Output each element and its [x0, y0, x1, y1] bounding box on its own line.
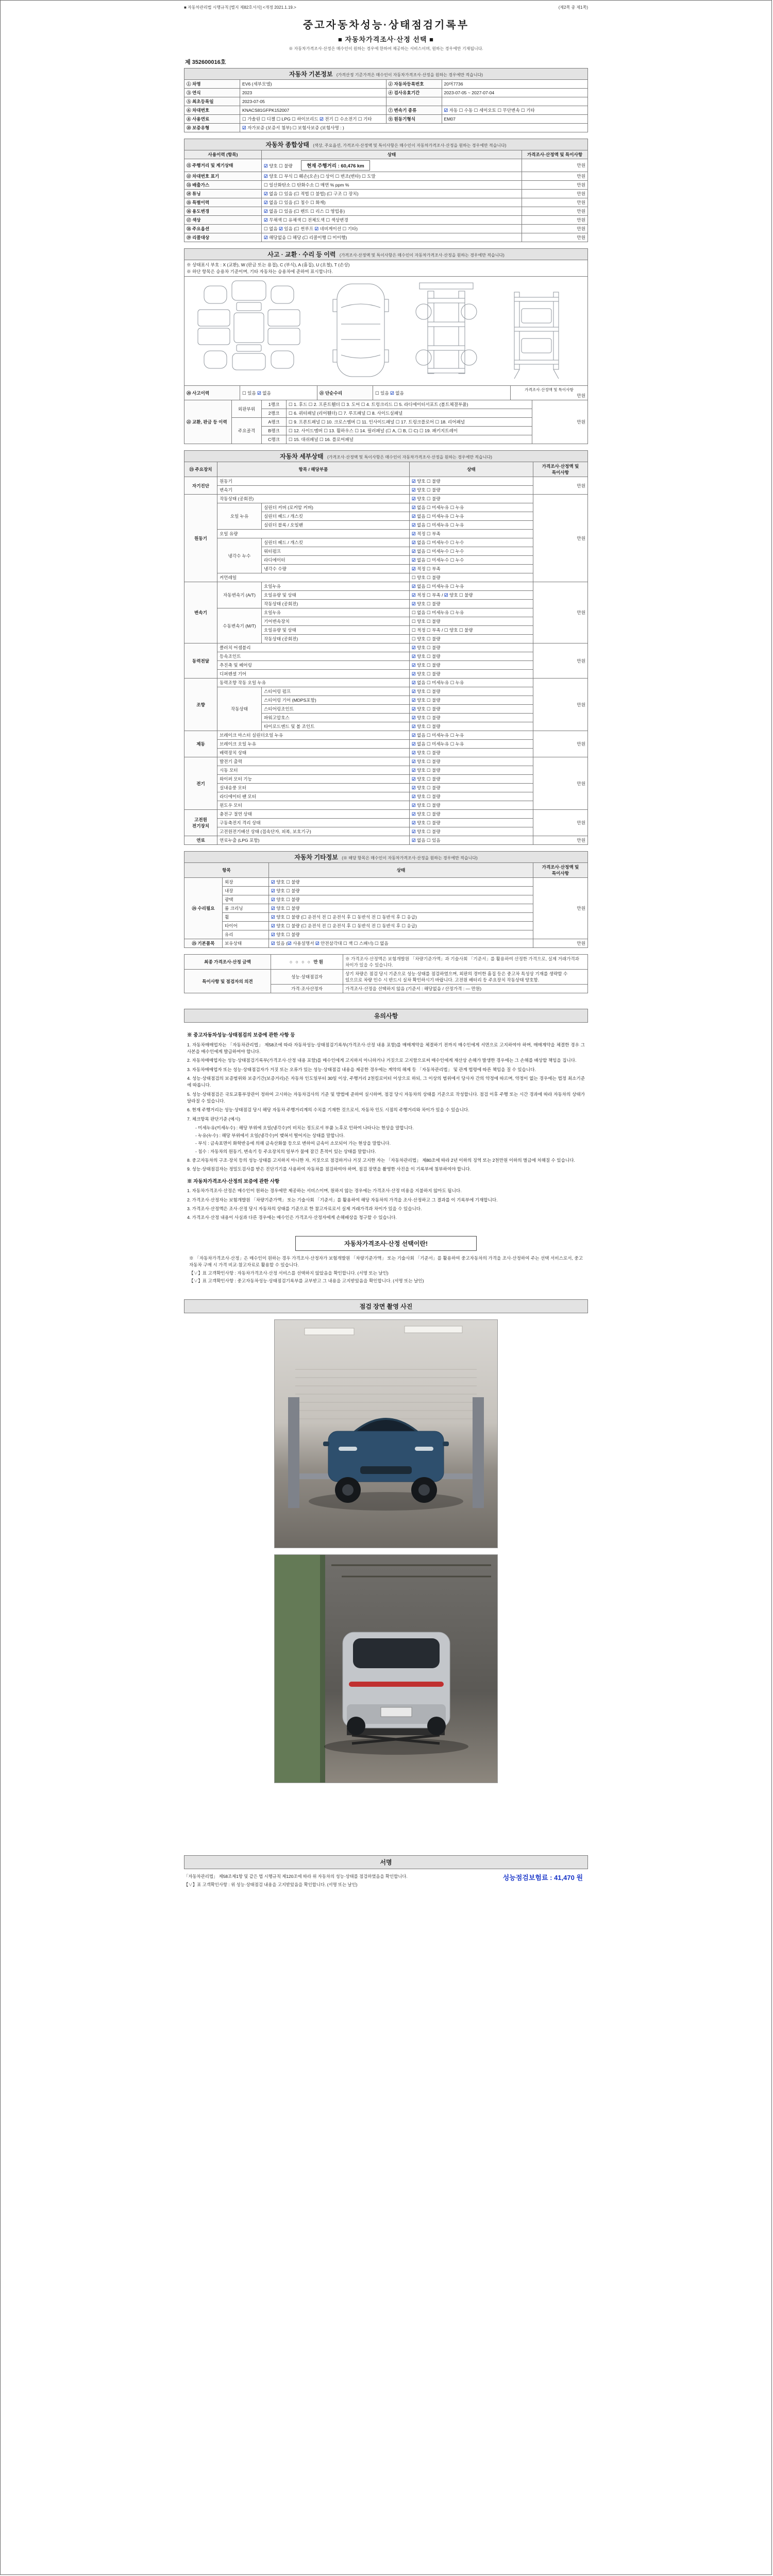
section-subtitle: (가격조사·산정액 및 특이사항은 매수인이 자동차가격조사·산정을 원하는 경우에만 적습니다) — [327, 455, 492, 460]
item-label: 실린더 헤드 / 개스킷 — [262, 538, 410, 547]
device-group-label: 연료 — [184, 836, 217, 845]
device-group-label: 고전원 전기장치 — [184, 810, 217, 836]
inspector-label: 성능·상태점검자 — [271, 970, 343, 985]
item-label: 원동기 — [217, 477, 410, 486]
state-options: ☑ 양호 ☐ 불량 — [409, 801, 533, 810]
field-value-vin: KNACS81GFPK152007 — [240, 106, 386, 115]
rank-label: 2랭크 — [262, 409, 287, 418]
section-title: 사고 · 교환 · 수리 등 이력 — [267, 251, 336, 258]
item-label: 오일 유량 — [217, 530, 410, 538]
legend-line-codes: ※ 상태표시 부호 : X (교환), W (판금 또는 용접), C (부식), A (흠집), U (요철), T (손상) — [187, 262, 350, 267]
column-header: 가격조사·산정액 및 특이사항 — [533, 863, 587, 878]
signature-confirm-line: 【∨】표 고객확인사항 : 위 성능·상태점검 내용을 고지받았음을 확인합니다. (서명 또는 날인) — [184, 1882, 358, 1887]
item-label: 등속조인트 — [217, 652, 410, 661]
column-header: 가격조사·산정액 및 특이사항 — [522, 150, 588, 159]
state-options: ☑ 없음 ☐ 미세누수 ☐ 누수 — [409, 547, 533, 556]
car-diagram-cell — [184, 277, 588, 386]
field-label: ⑩ 보증유형 — [184, 124, 240, 132]
price-cell: 만원 — [522, 225, 588, 233]
price-cell: 만원 — [533, 757, 587, 810]
price-cell: 만원 — [522, 198, 588, 207]
field-value-valid-period: 2023-07-05 ~ 2027-07-04 — [442, 89, 588, 97]
item-label: 타이로드엔드 및 볼 조인트 — [262, 722, 410, 731]
notice-paragraph: 3. 가격조사·산정액은 조사·산정 당시 자동차의 상태를 기준으로 한 참고자료로서 실제 거래가격과 차이가 있을 수 있습니다. — [187, 1206, 422, 1212]
sub-group-label: 냉각수 누수 — [217, 538, 262, 573]
item-label: 오일누유 — [262, 608, 410, 617]
item-label: 배력장치 상태 — [217, 749, 410, 757]
notice-paragraph: 6. 현재 주행거리는 성능·상태점검 당시 해당 자동차 주행거리계의 수치를 기재한 것으로서, 자동차 인도 시점의 주행거리와 차이가 있을 수 있습니다. — [187, 1107, 469, 1113]
item-label: 변속기 — [217, 486, 410, 495]
field-label: ⑦ 변속기 종류 — [386, 106, 442, 115]
item-label: 워터펌프 — [262, 547, 410, 556]
item-label: 스티어링조인트 — [262, 705, 410, 714]
price-cell: 만원 — [533, 643, 587, 679]
price-survey-info-box — [184, 1236, 588, 1284]
column-header: ㉓ 주요장치 — [184, 462, 217, 477]
state-options: ☑ 양호 ☐ 불량 — [269, 930, 533, 939]
state-options: ☑ 양호 ☐ 불량 — [409, 643, 533, 652]
price-cell: 만원 — [533, 878, 587, 939]
car-diagram-top-view — [333, 284, 389, 377]
state-options: ☑ 양호 ☐ 불량 — [409, 600, 533, 608]
state-options: ☑ 양호 ☐ 불량 — [409, 661, 533, 670]
item-label: 실내송풍 모터 — [217, 784, 410, 792]
state-options: ☑ 적정 ☐ 부족 / ☑ 양호 ☐ 불량 — [409, 591, 533, 600]
notice-paragraph: 4. 가격조사·산정 내용이 사실과 다른 경우에는 매수인은 가격조사·산정자에게 손해배상을 청구할 수 있습니다. — [187, 1215, 397, 1221]
signature-section — [184, 1855, 588, 1889]
section-header-accident — [184, 249, 588, 260]
item-label: 구동축전지 격리 상태 — [217, 819, 410, 827]
state-options: ☐ 양호 ☐ 불량 — [409, 573, 533, 582]
state-options: ☑ 없음 ☐ 미세누수 ☐ 누수 — [409, 556, 533, 565]
item-label: 디퍼렌셜 기어 — [217, 670, 410, 679]
item-label: 추진축 및 베어링 — [217, 661, 410, 670]
state-options: ☑ 없음 ☐ 미세누수 ☐ 누수 — [409, 538, 533, 547]
row-label: ⑳ 사고이력 — [184, 386, 240, 400]
item-label: 스티어링 펌프 — [262, 687, 410, 696]
customer-confirm-line: 【∨】표 고객확인사항 : 중고자동차성능·상태점검기록부를 교부받고 그 내용을 고지받았음을 확인합니다. (서명 또는 날인) — [189, 1278, 424, 1284]
item-label: 작동상태 (공회전) — [262, 600, 410, 608]
notice-paragraph: 2. 가격조사·산정자는 보험개발원 「차량기준가액」 또는 기술사회 「기준서」를 활용하여 해당 자동차의 가격을 조사·산정하고 그 결과를 이 기록부에 기재합니다. — [187, 1197, 498, 1202]
item-label: 보유상태 — [223, 939, 269, 948]
state-options: ☑ 양호 ☐ 불량 — [409, 705, 533, 714]
price-cell: 만원 — [533, 939, 587, 948]
item-label: 발전기 출력 — [217, 757, 410, 766]
row-label: ⑰ 색상 — [184, 216, 262, 225]
appraiser-opinion-text: 가격조사·산정을 선택하지 않음 (기준서 : 해당없음 / 산정가격 : ― 만원) — [343, 985, 588, 993]
final-price-description: ※ 가격조사·산정액은 보험개발원 「차량기준가액」과 기술사회 「기준서」를 활용하여 산정한 가격으로, 실제 거래가격과 차이가 있을 수 있습니다. — [343, 955, 588, 970]
state-options: ☐ 양호 ☐ 불량 — [409, 635, 533, 643]
law-reference: ■ 자동차관리법 시행규칙 [별지 제82호서식] <개정 2021.1.19.> — [184, 5, 296, 10]
page-number-note: (제2쪽 중 제1쪽) — [558, 5, 588, 10]
legend-line-note: ※ 하단 항목은 승용차 기준이며, 기타 자동차는 승용차에 준하여 표시합니다. — [187, 269, 333, 274]
notice-bullet: - 누유(누수) : 해당 부위에서 오일(냉각수)이 맺혀서 떨어지는 상태를 말합니다. — [195, 1133, 345, 1139]
state-options: ☑ 양호 ☐ 불량 — [269, 904, 533, 913]
section-header-overall — [184, 139, 588, 150]
current-mileage-badge: 현재 주행거리 : 60,476 km — [301, 160, 370, 171]
item-label: 실린더 커버 (로커암 커버) — [262, 503, 410, 512]
price-cell: 만원 — [522, 159, 588, 172]
sub-group-label: 오일 누유 — [217, 503, 262, 530]
field-value-year: 2023 — [240, 89, 386, 97]
price-cell: 만원 — [533, 810, 587, 836]
price-cell: 만원 — [522, 216, 588, 225]
device-group-label: 전기 — [184, 757, 217, 810]
item-label: 오일유량 및 상태 — [262, 626, 410, 635]
inspection-insurance-fee: 성능점검보험료 : 41,470 원 — [502, 1874, 583, 1882]
row-label: ⑫ 차대번호 표기 — [184, 172, 262, 181]
state-options: ☑ 양호 ☐ 불량 — [269, 878, 533, 887]
state-options: ☑ 없음 ☐ 미세누유 ☐ 누유 — [409, 503, 533, 512]
state-options: ☑ 없음 ☐ 미세누유 ☐ 누유 — [409, 582, 533, 591]
notice-bullet: - 미세누유(미세누수) : 해당 부위에 오일(냉각수)이 비치는 정도로서 부품 노후로 인하여 나타나는 현상을 말합니다. — [195, 1125, 414, 1130]
notice-paragraph: 8. 중고자동차의 구조·장치 등의 성능·상태를 고지하지 아니한 자, 거짓으로 점검하거나 거짓 고지한 자는 「자동차관리법」 제80조에 따라 2년 이하의 징역 또는 2천만원 이하의 벌금에 처해질 수 있습니다. — [187, 1158, 575, 1163]
state-options: ☐ 적정 ☐ 부족 / ☐ 양호 ☐ 불량 — [409, 626, 533, 635]
item-label: 타이어 — [223, 922, 269, 930]
item-label: 작동상태 (공회전) — [217, 495, 410, 503]
signature-title-bar: 서명 — [184, 1855, 588, 1869]
item-label: 브레이크 오일 누유 — [217, 740, 410, 749]
item-label: 내장 — [223, 887, 269, 895]
row-label: ⑮ 특별이력 — [184, 198, 262, 207]
state-code-legend — [184, 260, 588, 277]
state-options: ☑ 양호 ☐ 불량 — [409, 477, 533, 486]
overall-status-table — [184, 139, 588, 242]
price-cell: 만원 — [577, 393, 585, 398]
state-options: ☑ 양호 ☐ 불량 — [409, 670, 533, 679]
fuel-options: ☐ 가솔린 ☐ 디젤 ☐ LPG ☐ 하이브리드 ☑ 전기 ☐ 수소전기 ☐ 기타 — [240, 115, 386, 124]
accident-header-table — [184, 248, 588, 386]
device-group-label: 동력전달 — [184, 643, 217, 679]
panel-exchange-table — [184, 400, 588, 444]
item-label: 실린더 블록 / 오일팬 — [262, 521, 410, 530]
final-price-label: 최종 가격조사·산정 금액 — [184, 955, 271, 970]
price-cell: 만원 — [522, 233, 588, 242]
accident-state-options: ☐ 있음 ☑ 없음 — [240, 386, 317, 400]
state-options: ☑ 적정 ☐ 부족 — [409, 565, 533, 573]
state-options: ☑ 적정 ☐ 부족 — [409, 530, 533, 538]
field-label: ⑧ 사용연료 — [184, 115, 240, 124]
notice-title-bar: 유의사항 — [184, 1009, 588, 1023]
notice-paragraph: 1. 자동차매매업자는 「자동차관리법」 제58조에 따라 자동차성능·상태점검기록부(가격조사·산정 내용 포함)를 매매계약을 체결하기 전까지 매수인에게 서면으로 고지하여야 하며, 매매계약을 체결한 경우 그 사본을 매수인에게 발급하여야 합니다. — [187, 1042, 585, 1055]
notice-paragraph: 1. 자동차가격조사·산정은 매수인이 원하는 경우에만 제공하는 서비스이며, 원하지 않는 경우에는 가격조사·산정 비용을 지불하지 않아도 됩니다. — [187, 1188, 462, 1194]
state-options: ☑ 양호 ☐ 불량 — [409, 766, 533, 775]
state-options: ☑ 양호 ☐ 불량 — [409, 810, 533, 819]
field-label: ④ 검사유효기간 — [386, 89, 442, 97]
item-label: 연료누출 (LPG 포함) — [217, 836, 410, 845]
detail-status-section — [184, 450, 588, 845]
accident-history-section — [184, 248, 588, 444]
notice-paragraph: 7. 체크항목 판단기준 (예시) — [187, 1116, 241, 1122]
price-survey-option-title: ■ 자동차가격조사·산정 선택 ■ — [338, 36, 434, 43]
price-cell: 만원 — [533, 836, 587, 845]
group-label-outer-panel: 외판부위 — [232, 400, 262, 418]
column-header: 항목 — [184, 863, 269, 878]
group-label-repair-needed: ㉔ 수리필요 — [184, 878, 223, 939]
state-options: ☑ 있음 (☑ 사용설명서 ☑ 안전삼각대 ☐ 잭 ☐ 스패너) ☐ 없음 — [269, 939, 533, 948]
overall-status-section — [184, 139, 588, 242]
document-title: 중고자동차성능·상태점검기록부 — [303, 20, 469, 31]
notice-paragraph: 3. 자동차매매업자 또는 성능·상태점검자가 거짓 또는 오류가 있는 성능·상태점검 내용을 제공한 경우에는 계약의 해제 등 「자동차관리법」 및 관계 법령에 따른 책임을 질 수 있습니다. — [187, 1066, 536, 1072]
item-label: 기어변속장치 — [262, 617, 410, 626]
state-options: ☑ 양호 ☐ 불량 (☐ 운전석 전 ☐ 운전석 후 ☐ 동반석 전 ☐ 동반석 후 ☐ 응급) — [269, 913, 533, 922]
section-title: 자동차 기타정보 — [294, 854, 338, 861]
price-column-header: 가격조사·산정액 및 특이사항 — [525, 387, 574, 392]
accident-flags-table — [184, 385, 588, 400]
row-label: ㉒ 교환, 판금 등 이력 — [184, 400, 232, 444]
price-cell: 만원 — [522, 190, 588, 198]
notice-paragraph: 9. 성능·상태점검자는 정밀도검사를 받은 진단기기를 사용하여 자동차를 점검하여야 하며, 점검 장면을 촬영한 사진을 이 기록부에 첨부하여야 합니다. — [187, 1166, 472, 1172]
state-options: ☑ 양호 ☐ 불량 — [264, 163, 293, 168]
car-diagram-frame-rear — [514, 292, 559, 379]
inspection-photos-section — [184, 1299, 588, 1783]
final-price-value: ○ ○ ○ ○ 만원 — [271, 955, 343, 970]
state-options: ☑ 양호 ☐ 불량 — [409, 757, 533, 766]
device-group-label: 원동기 — [184, 495, 217, 582]
detail-status-table — [184, 450, 588, 845]
item-label: 스티어링 기어 (MDPS포함) — [262, 696, 410, 705]
section-title: 자동차 종합상태 — [265, 141, 309, 148]
row-label: ㉑ 단순수리 — [317, 386, 373, 400]
field-value-engine-type: EM07 — [442, 115, 588, 124]
state-options: ☐ 없음 ☐ 미세누유 ☐ 누유 — [409, 608, 533, 617]
item-label: 충전구 절연 상태 — [217, 810, 410, 819]
item-label: 유리 — [223, 930, 269, 939]
device-group-label: 조향 — [184, 679, 217, 731]
warranty-options: ☑ 자가보증 (보증서 첨부) ☐ 보험사보증 (보험사명 : ) — [240, 124, 588, 132]
item-label: 룸 크리닝 — [223, 904, 269, 913]
column-header: 가격조사·산정액 및 특이사항 — [533, 462, 587, 477]
state-options: ☑ 양호 ☐ 불량 — [409, 714, 533, 722]
notice-paragraph: 4. 성능·상태점검의 보증범위와 보증기간(보증거리)은 자동차 인도일부터 30일 이상, 주행거리 2천킬로미터 이상으로 하되, 그 이상의 범위에서 당사자 간의 약정에 따르며, 약정이 없는 경우에는 법정 최소기준에 따릅니다. — [187, 1075, 585, 1088]
rank-items: ☐ 15. 대쉬패널 ☐ 16. 플로어패널 — [287, 435, 532, 444]
inspector-opinion-text: 상기 차량은 점검 당시 기준으로 성능·상태를 점검하였으며, 외판의 경미한 흠집 등은 중고차 특성상 기재를 생략할 수 있으므로 차량 인수 시 반드시 실차 확인하시기 바랍니다. 고전원 배터리 등 주요장치 작동상태 양호함. — [343, 970, 588, 985]
section-subtitle: (※ 해당 항목은 매수인이 자동차가격조사·산정을 원하는 경우에만 적습니다) — [342, 856, 478, 860]
group-label-main-frame: 주요골격 — [232, 418, 262, 444]
section-header-extra — [184, 852, 588, 863]
item-label: 냉각수 수량 — [262, 565, 410, 573]
row-label: ⑭ 튜닝 — [184, 190, 262, 198]
state-options: ☑ 없음 ☐ 미세누유 ☐ 누유 — [409, 740, 533, 749]
item-label: 오일누유 — [262, 582, 410, 591]
row-label: ⑱ 주요옵션 — [184, 225, 262, 233]
state-options: ☑ 양호 ☐ 불량 — [409, 486, 533, 495]
state-options: ☐ 일산화탄소 ☐ 탄화수소 ☐ 매연 % ppm % — [262, 181, 522, 190]
price-survey-box-title: 자동차가격조사·산정 선택이란! — [295, 1236, 477, 1251]
field-label: ⑤ 최초등록일 — [184, 97, 240, 106]
item-label: 커먼레일 — [217, 573, 410, 582]
state-options: ☑ 양호 ☐ 불량 — [409, 495, 533, 503]
sub-group-label: 작동상태 — [217, 687, 262, 731]
item-label: 오일유량 및 상태 — [262, 591, 410, 600]
rank-items: ☐ 1. 후드 ☐ 2. 프론트휀더 ☐ 3. 도어 ☐ 4. 트렁크리드 ☐ 5. 라디에이터서포트 (볼트체결부품) — [287, 400, 532, 409]
inspection-photo-front — [274, 1319, 498, 1548]
state-options: ☑ 없음 ☐ 있음 (☐ 적법 ☐ 불법) (☐ 구조 ☐ 장치) — [262, 190, 522, 198]
appraiser-label: 가격·조사산정자 — [271, 985, 343, 993]
field-label: ⑨ 원동기형식 — [386, 115, 442, 124]
item-label: 파워고압호스 — [262, 714, 410, 722]
column-header: 상태 — [269, 863, 533, 878]
price-cell: 만원 — [532, 400, 588, 444]
device-group-label: 변속기 — [184, 582, 217, 643]
group-label-basic-items: ㉕ 기본품목 — [184, 939, 223, 948]
rank-label: C랭크 — [262, 435, 287, 444]
column-header: 항목 / 해당부품 — [217, 462, 410, 477]
notice-section — [184, 1009, 588, 1225]
notice-paragraph: 5. 성능·상태점검은 국토교통부장관이 정하여 고시하는 자동차검사의 기준 및 방법에 준하여 실시하며, 점검 당시 자동차의 상태를 기준으로 작성합니다. 점검 이후 주행 또는 시간 경과에 따라 자동차의 상태가 달라질 수 있습니다. — [187, 1091, 585, 1104]
inspection-photo-rear — [274, 1554, 498, 1783]
column-header: 상태 — [409, 462, 533, 477]
photos-title-bar: 점검 장면 촬영 사진 — [184, 1299, 588, 1313]
column-header: 사용이력 (항목) — [184, 150, 262, 159]
section-header-basic — [184, 69, 588, 80]
state-options: ☑ 양호 ☐ 불량 — [409, 696, 533, 705]
rank-label: B랭크 — [262, 427, 287, 435]
state-options: ☐ 없음 ☑ 있음 (☐ 썬루프 ☑ 네비게이션 ☐ 기타) — [262, 225, 522, 233]
item-label: 작동상태 (공회전) — [262, 635, 410, 643]
item-label: 외장 — [223, 878, 269, 887]
rank-label: A랭크 — [262, 418, 287, 427]
state-options: ☑ 양호 ☐ 불량 — [409, 827, 533, 836]
simple-repair-state-options: ☐ 있음 ☑ 없음 — [373, 386, 511, 400]
opinion-label: 특이사항 및 점검자의 의견 — [184, 970, 271, 993]
price-cell: 만원 — [522, 207, 588, 216]
item-label: 휠 — [223, 913, 269, 922]
sub-group-label: 자동변속기 (A/T) — [217, 582, 262, 608]
state-options: ☑ 없음 ☐ 있음 — [409, 836, 533, 845]
state-options: ☐ 양호 ☐ 불량 — [409, 617, 533, 626]
title-note: ※ 자동차가격조사·산정은 매수인이 원하는 경우에 한하여 제공하는 서비스이며, 원하는 경우에만 기재됩니다. — [289, 46, 483, 51]
notice-heading: ※ 중고자동차성능·상태점검의 보증에 관한 사항 등 — [187, 1032, 295, 1038]
document-number: 제 352600016호 — [185, 59, 226, 65]
extra-info-section — [184, 851, 588, 948]
field-label: ⑥ 차대번호 — [184, 106, 240, 115]
price-cell: 만원 — [533, 477, 587, 495]
item-label: 실린더 헤드 / 개스킷 — [262, 512, 410, 521]
item-label: 동력조향 작동 오일 누유 — [217, 679, 410, 687]
state-options: ☑ 해당없음 ☐ 해당 (☐ 리콜이행 ☐ 미이행) — [262, 233, 522, 242]
state-options: ☑ 양호 ☐ 불량 — [409, 819, 533, 827]
final-price-table — [184, 954, 588, 993]
field-value-reg-no: 20머7736 — [442, 80, 588, 89]
device-group-label: 제동 — [184, 731, 217, 757]
state-options: ☑ 양호 ☐ 불량 — [409, 722, 533, 731]
state-options: ☑ 양호 ☐ 불량 — [409, 792, 533, 801]
state-options: ☑ 양호 ☐ 불량 — [409, 784, 533, 792]
notice-bullet: - 침수 : 자동차의 원동기, 변속기 등 주요장치의 일부가 물에 잠긴 흔적이 있는 상태를 말합니다. — [195, 1148, 376, 1154]
field-label: ③ 연식 — [184, 89, 240, 97]
item-label: 와이퍼 모터 기능 — [217, 775, 410, 784]
item-label: 시동 모터 — [217, 766, 410, 775]
field-label — [386, 97, 442, 106]
price-cell: 만원 — [533, 495, 587, 582]
basic-info-section — [184, 68, 588, 132]
item-label: 라디에이터 — [262, 556, 410, 565]
price-cell: 만원 — [522, 172, 588, 181]
notice-body — [184, 1023, 588, 1225]
state-options: ☑ 양호 ☐ 불량 — [269, 887, 533, 895]
section-subtitle: (색상, 주요옵션, 가격조사·산정액 및 특이사항은 매수인이 자동차가격조사·산정을 원하는 경우에만 적습니다) — [313, 143, 507, 148]
item-label: 광택 — [223, 895, 269, 904]
car-diagram-frame-front — [416, 283, 477, 374]
notice-paragraph: 2. 자동차매매업자는 성능·상태점검기록부(가격조사·산정 내용 포함)를 매수인에게 고지하지 아니하거나 거짓으로 고지함으로써 매수인에게 재산상 손해가 발생한 경우에는 그 손해를 배상할 책임을 집니다. — [187, 1058, 577, 1063]
state-options: ☑ 양호 ☐ 불량 — [409, 749, 533, 757]
signature-legal-lines — [184, 1872, 408, 1889]
final-price-section — [184, 954, 588, 993]
price-survey-box-text: ※ 「자동차가격조사·산정」은 매수인이 원하는 경우 가격조사·산정자가 보험개발원 「차량기준가액」 또는 기술사회 「기준서」를 활용하여 중고자동차의 가격을 조사·산정하여 주는 선택 서비스로서, 중고자동차 구매 시 가격 비교·참고자료로 활용할 수 있습니다. — [189, 1255, 583, 1267]
car-damage-diagrams — [187, 278, 583, 383]
top-reference-line — [184, 5, 588, 10]
rank-items: ☐ 6. 쿼터패널 (리어휀더) ☐ 7. 루프패널 ☐ 8. 사이드실패널 — [287, 409, 532, 418]
field-value-empty — [442, 97, 588, 106]
price-note-cell — [511, 386, 588, 400]
section-subtitle: (가격산정 기준가격은 매수인이 자동차가격조사·산정을 원하는 경우에만 적습니다) — [336, 73, 483, 77]
rank-items: ☐ 12. 사이드멤버 ☐ 13. 휠하우스 ☐ 14. 필러패널 (☐ A, ☐ B, ☐ C) ☐ 19. 패키지트레이 — [287, 427, 532, 435]
row-label: ⑲ 리콜대상 — [184, 233, 262, 242]
extra-info-table — [184, 851, 588, 948]
state-options: ☑ 양호 ☐ 불량 — [409, 775, 533, 784]
price-cell: 만원 — [522, 181, 588, 190]
state-options: ☑ 양호 ☐ 불량 — [409, 652, 533, 661]
state-options: ☑ 양호 ☐ 부식 ☐ 훼손(오손) ☐ 상이 ☐ 변조(변타) ☐ 도말 — [262, 172, 522, 181]
state-options: ☑ 양호 ☐ 불량 (☐ 운전석 전 ☐ 운전석 후 ☐ 동반석 전 ☐ 동반석 후 ☐ 응급) — [269, 922, 533, 930]
row-label: ⑬ 배출가스 — [184, 181, 262, 190]
state-options: ☑ 없음 ☐ 있음 (☐ 침수 ☐ 화재) — [262, 198, 522, 207]
price-cell: 만원 — [533, 582, 587, 643]
item-label: 브레이크 마스터 실린더오일 누유 — [217, 731, 410, 740]
item-label: 클러치 어셈블리 — [217, 643, 410, 652]
signature-legal-line: 「자동차관리법」 제58조제1항 및 같은 법 시행규칙 제120조에 따라 위 자동차의 성능·상태를 점검하였음을 확인합니다. — [184, 1874, 408, 1879]
field-label: ① 차명 — [184, 80, 240, 89]
basic-info-table — [184, 68, 588, 132]
state-options: ☑ 없음 ☐ 미세누유 ☐ 누유 — [409, 731, 533, 740]
price-cell: 만원 — [533, 731, 587, 757]
item-label: 고전원전기배선 상태 (접속단자, 피복, 보호기구) — [217, 827, 410, 836]
section-header-detail — [184, 451, 588, 462]
state-options: ☑ 양호 ☐ 불량 — [269, 895, 533, 904]
mileage-state-cell — [262, 159, 522, 172]
field-value-car-name: EV6 (세부모델) — [240, 80, 386, 89]
state-options: ☑ 양호 ☐ 불량 — [409, 687, 533, 696]
price-cell: 만원 — [533, 679, 587, 731]
car-diagram-exterior — [198, 281, 300, 370]
state-options: ☑ 없음 ☐ 미세누유 ☐ 누유 — [409, 521, 533, 530]
row-label: ⑪ 주행거리 및 계기상태 — [184, 159, 262, 172]
section-title: 자동차 기본정보 — [289, 71, 333, 78]
field-value-first-reg: 2023-07-05 — [240, 97, 386, 106]
state-options: ☑ 없음 ☐ 미세누유 ☐ 누유 — [409, 512, 533, 521]
item-label: 윈도우 모터 — [217, 801, 410, 810]
notice-heading: ※ 자동차가격조사·산정의 보증에 관한 사항 — [187, 1178, 280, 1184]
item-label: 라디에이터 팬 모터 — [217, 792, 410, 801]
rank-items: ☐ 9. 프론트패널 ☐ 10. 크로스멤버 ☐ 11. 인사이드패널 ☐ 17. 트렁크플로어 ☐ 18. 리어패널 — [287, 418, 532, 427]
sub-group-label: 수동변속기 (M/T) — [217, 608, 262, 643]
device-group-label: 자기진단 — [184, 477, 217, 495]
state-options: ☑ 없음 ☐ 미세누유 ☐ 누유 — [409, 679, 533, 687]
state-options: ☑ 무채색 ☐ 유채색 ☐ 전체도색 ☐ 색상변경 — [262, 216, 522, 225]
section-title: 자동차 세부상태 — [280, 453, 324, 460]
customer-confirm-line: 【∨】표 고객확인사항 : 자동차가격조사·산정 서비스를 선택하지 않았음을 확인합니다. (서명 또는 날인) — [189, 1270, 389, 1276]
state-options: ☑ 없음 ☐ 있음 (☐ 렌트 ☐ 리스 ☐ 영업용) — [262, 207, 522, 216]
row-label: ⑯ 용도변경 — [184, 207, 262, 216]
field-label: ② 자동차등록번호 — [386, 80, 442, 89]
transmission-options: ☑ 자동 ☐ 수동 ☐ 세미오토 ☐ 무단변속 ☐ 기타 — [442, 106, 588, 115]
rank-label: 1랭크 — [262, 400, 287, 409]
notice-bullet: - 부식 : 금속표면이 화학반응에 의해 금속산화물 등으로 변하여 금속이 소모되어 가는 현상을 말합니다. — [195, 1141, 391, 1146]
column-header: 상태 — [262, 150, 522, 159]
section-subtitle: (가격조사·산정액 및 특이사항은 매수인이 자동차가격조사·산정을 원하는 경우에만 적습니다) — [339, 253, 505, 258]
